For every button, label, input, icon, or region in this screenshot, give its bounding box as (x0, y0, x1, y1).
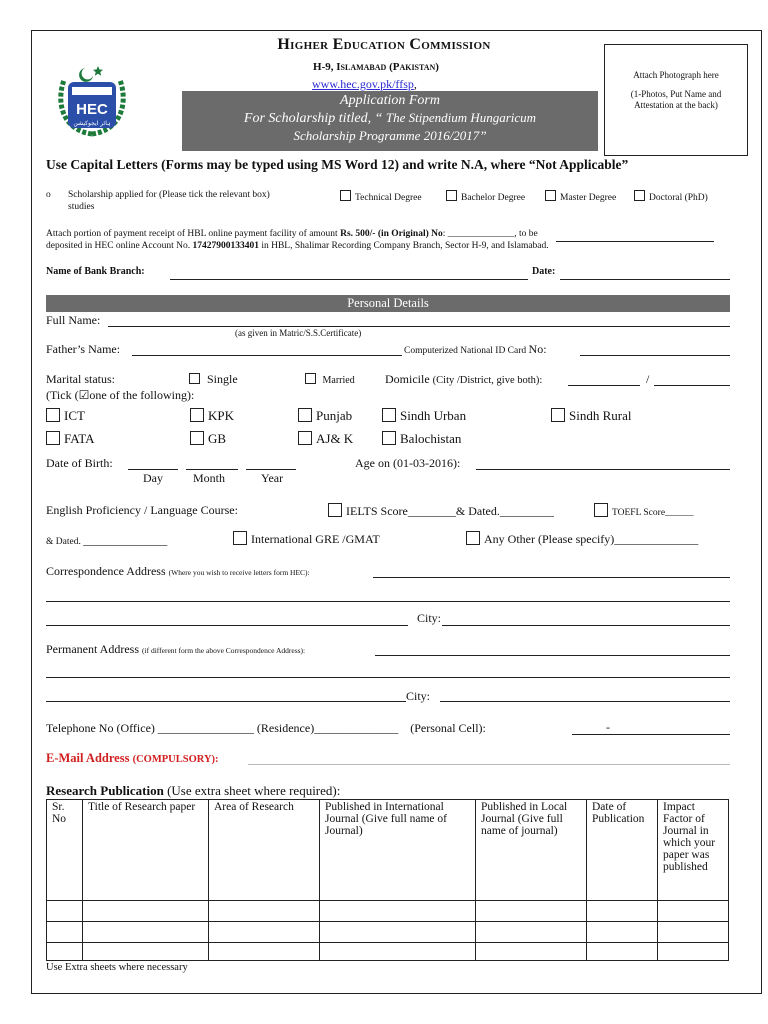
gre-option[interactable]: International GRE /GMAT (233, 531, 380, 547)
full-name-note: (as given in Matric/S.S.Certificate) (235, 328, 362, 338)
dob-month-field[interactable] (186, 469, 238, 470)
married-option[interactable]: Married (305, 373, 355, 386)
corr-address-field-1[interactable] (373, 577, 730, 578)
corr-city-field[interactable] (442, 625, 730, 626)
personal-details-title: Personal Details (347, 296, 429, 310)
option-master[interactable]: Master Degree (545, 190, 616, 203)
region-sindh-rural[interactable]: Sindh Rural (551, 408, 631, 424)
dob-year-label: Year (261, 471, 284, 485)
telephone-row: Telephone No (Office) ________________ (Residence)______________ (Personal Cell): (46, 721, 486, 735)
cnic-field[interactable] (580, 355, 730, 356)
extra-sheets-note: Use Extra sheets where necessary (46, 962, 188, 973)
research-header-row (47, 800, 729, 901)
region-ict-checkbox[interactable] (46, 408, 60, 422)
domicile-slash: / (646, 372, 650, 386)
bachelor-checkbox[interactable] (446, 190, 457, 201)
region-punjab-checkbox[interactable] (298, 408, 312, 422)
bank-date-field[interactable] (560, 279, 730, 280)
full-name-label: Full Name: (46, 313, 101, 327)
age-field[interactable] (476, 469, 730, 470)
bank-branch-label: Name of Bank Branch: (46, 266, 145, 277)
personal-details-banner (46, 295, 730, 312)
scholarship-prefix: For Scholarship titled, “ (243, 111, 383, 126)
tick-instruction: (Tick (☑one of the following): (46, 388, 195, 402)
tel-cell-field[interactable] (572, 734, 730, 735)
col-impact: Impact Factor of Journal in which your paper was published (658, 800, 729, 901)
hec-website-link[interactable]: www.hec.gov.pk/ffsp (312, 77, 414, 91)
bullet: o (46, 190, 51, 200)
col-title: Title of Research paper (83, 800, 209, 901)
research-title: Research Publication (Use extra sheet where required): (46, 783, 341, 798)
region-gb-checkbox[interactable] (190, 431, 204, 445)
col-local-journal: Published in Local Journal (Give full name of journal) (476, 800, 587, 901)
gre-checkbox[interactable] (233, 531, 247, 545)
married-checkbox[interactable] (305, 373, 316, 384)
dob-month-label: Month (193, 471, 226, 485)
col-sr-no: Sr. No (47, 800, 83, 901)
option-doctoral[interactable]: Doctoral (PhD) (634, 190, 708, 203)
scholarship-label: Scholarship applied for (Please tick the relevant box) (68, 190, 270, 200)
dob-day-label: Day (143, 471, 163, 485)
domicile-district-field[interactable] (654, 385, 730, 386)
col-date: Date of Publication (587, 800, 658, 901)
perm-address-field-1[interactable] (375, 655, 730, 656)
region-ajk[interactable]: AJ& K (298, 431, 353, 447)
scholarship-label-cont: studies (68, 202, 95, 212)
technical-checkbox[interactable] (340, 190, 351, 201)
email-field[interactable] (248, 764, 730, 765)
corr-address-field-2[interactable] (46, 601, 730, 602)
region-fata-checkbox[interactable] (46, 431, 60, 445)
org-address: H-9, Islamabad (Pakistan) (313, 61, 439, 73)
cnic-label: Computerized National ID Card No: (404, 342, 547, 356)
ielts-checkbox[interactable] (328, 503, 342, 517)
domicile-city-field[interactable] (568, 385, 640, 386)
receipt-number-field[interactable]: : ______________ (442, 229, 515, 239)
payment-line-1: Attach portion of payment receipt of HBL online payment facility of amount Rs. 500/- (in Original) No: ______________, to be (46, 229, 538, 239)
father-name-label: Father’s Name: (46, 342, 121, 356)
col-intl-journal: Published in International Journal (Give full name of Journal) (320, 800, 476, 901)
dob-day-field[interactable] (128, 469, 178, 470)
perm-address-label: Permanent Address (if different form the above Correspondence Address): (46, 642, 306, 656)
domicile-label: Domicile (City /District, give both): (385, 372, 543, 386)
photo-box[interactable] (604, 44, 748, 156)
english-label: English Proficiency / Language Course: (46, 503, 238, 517)
father-name-field[interactable] (132, 355, 402, 356)
full-name-field[interactable] (108, 326, 730, 327)
dob-label: Date of Birth: (46, 456, 113, 470)
master-checkbox[interactable] (545, 190, 556, 201)
region-balochistan-checkbox[interactable] (382, 431, 396, 445)
region-ajk-checkbox[interactable] (298, 431, 312, 445)
corr-city-label: City: (417, 611, 442, 625)
bank-branch-field[interactable] (170, 279, 528, 280)
region-sindh-rural-checkbox[interactable] (551, 408, 565, 422)
region-balochistan[interactable]: Balochistan (382, 431, 461, 447)
logo-text: HEC (76, 101, 108, 118)
perm-city-label: City: (406, 689, 431, 703)
region-kpk-checkbox[interactable] (190, 408, 204, 422)
single-checkbox[interactable] (189, 373, 200, 384)
hec-logo (52, 62, 132, 138)
corr-address-field-3[interactable] (46, 625, 408, 626)
photo-box-title: Attach Photograph here (633, 70, 719, 80)
programme-title: Scholarship Programme 2016/2017 (293, 128, 480, 143)
region-fata[interactable]: FATA (46, 431, 95, 447)
url-trail: , (413, 77, 417, 91)
table-row[interactable] (47, 901, 729, 922)
col-area: Area of Research (209, 800, 320, 901)
tel-office-field[interactable]: ________________ (157, 721, 254, 735)
age-label: Age on (01-03-2016): (355, 456, 461, 470)
doctoral-checkbox[interactable] (634, 190, 645, 201)
toefl-date-field[interactable]: ______________ (83, 533, 168, 547)
toefl-option[interactable]: TOEFL Score______ (594, 503, 694, 518)
other-specify-field[interactable]: ______________ (614, 532, 699, 546)
org-title: Higher Education Commission (277, 36, 491, 53)
instructions: Use Capital Letters (Forms may be typed using MS Word 12) and write N.A, where “Not Applicable” (46, 157, 629, 172)
form-name: Application Form (340, 93, 440, 108)
scholarship-name: The Stipendium Hungaricum (385, 110, 537, 125)
email-label: E-Mail Address (COMPULSORY): (46, 751, 219, 765)
ielts-option[interactable]: IELTS Score________& Dated._________ (328, 503, 554, 519)
logo-urdu-text: ہائر ایجوکیشن (73, 120, 111, 127)
toefl-checkbox[interactable] (594, 503, 608, 517)
research-table (46, 799, 729, 961)
region-gb[interactable]: GB (190, 431, 226, 447)
perm-city-field[interactable] (440, 701, 730, 702)
cell-dash: - (606, 720, 610, 734)
dob-year-field[interactable] (246, 469, 296, 470)
dated-label: & Dated. ______________ (46, 533, 168, 547)
tel-residence-field[interactable]: ______________ (314, 721, 399, 735)
option-technical[interactable]: Technical Degree (340, 190, 422, 203)
perm-address-field-3[interactable] (46, 701, 406, 702)
table-row[interactable] (47, 922, 729, 943)
single-option[interactable]: Single (189, 372, 238, 387)
tick-checkbox-icon: ☑ (78, 388, 90, 402)
programme-close: ” (479, 128, 487, 143)
region-sindh-urban[interactable]: Sindh Urban (382, 408, 466, 424)
other-option[interactable]: Any Other (Please specify)______________ (466, 531, 698, 547)
other-checkbox[interactable] (466, 531, 480, 545)
payment-line-2: deposited in HEC online Account No. 17427900133401 in HBL, Shalimar Recording Company Branch, Sector H-9, and Islamabad. (46, 241, 549, 251)
photo-box-instructions: (1-Photos, Put Name and Attestation at the back) (630, 89, 722, 110)
bank-date-label: Date: (532, 266, 556, 277)
region-sindh-urban-checkbox[interactable] (382, 408, 396, 422)
marital-status-label: Marital status: (46, 372, 115, 386)
option-bachelor[interactable]: Bachelor Degree (446, 190, 525, 203)
region-kpk[interactable]: KPK (190, 408, 234, 424)
region-punjab[interactable]: Punjab (298, 408, 352, 424)
perm-address-field-2[interactable] (46, 677, 730, 678)
form-title-banner (182, 91, 598, 151)
region-ict[interactable]: ICT (46, 408, 85, 424)
corr-address-label: Correspondence Address (Where you wish to receive letters form HEC): (46, 564, 310, 578)
table-row[interactable] (47, 943, 729, 961)
